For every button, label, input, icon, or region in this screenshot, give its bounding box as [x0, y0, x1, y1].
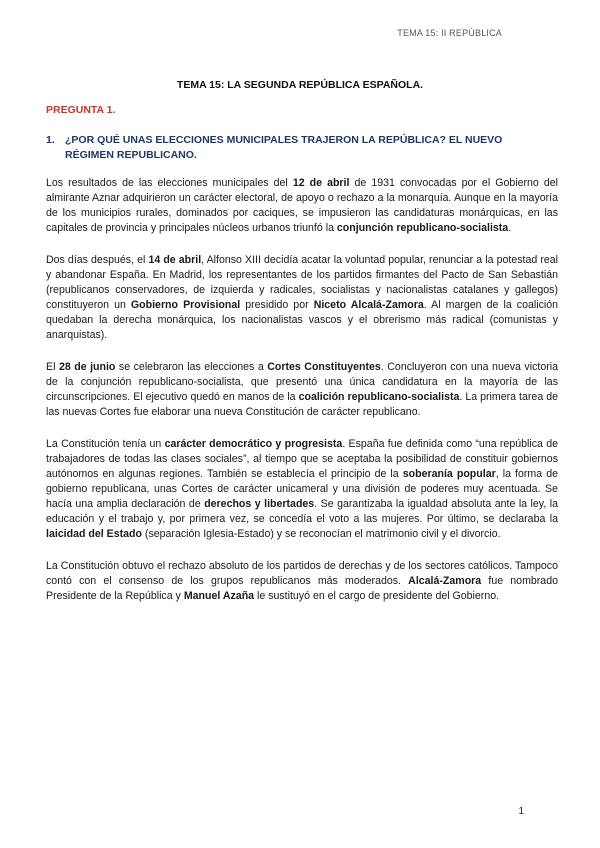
- paragraph-constitucion: La Constitución tenía un carácter democrático y progresista. España fue definida como “una república de trabajadores de todas las clases sociales”, al tiempo que se aceptaba la posibilidad de constituir gobiernos autónomos en algunas regiones. También se establecía el principio de la soberanía popular, la forma de gobierno republicana, unas Cortes de carácter unicameral y una división de poderes muy acentuada. Se hacía una amplia declaración de derechos y libertades. Se garantizaba la igualdad absoluta ante la ley, la educación y el trabajo y, por primera vez, se concedía el voto a las mujeres. Por último, se declaraba la laicidad del Estado (separación Iglesia-Estado) y se reconocían el matrimonio civil y el divorcio.: [46, 438, 558, 540]
- question-number: 1.: [46, 134, 55, 146]
- paragraph-cortes-constituyentes: El 28 de junio se celebraron las elecciones a Cortes Constituyentes. Concluyeron con una nueva victoria de la conjunción republicano-socialista, que presentó una única candidatura en la mayoría de las circunscripciones. El ejecutivo quedó en manos de la coalición republicano-socialista. La primera tarea de las nuevas Cortes fue elaborar una nueva Constitución de carácter republicano.: [46, 361, 559, 418]
- page-title: TEMA 15: LA SEGUNDA REPÚBLICA ESPAÑOLA.: [176, 79, 424, 91]
- question-text: ¿POR QUÉ UNAS ELECCIONES MUNICIPALES TRAJERON LA REPÚBLICA? EL NUEVO RÉGIMEN REPUBLICANO.: [65, 134, 503, 161]
- document-body: [46, 176, 558, 621]
- paragraph-elecciones-municipales: Los resultados de las elecciones municipales del 12 de abril de 1931 convocadas por el Gobierno del almirante Aznar adquirieron un carácter electoral, de apoyo o rechazo a la monarquía. Aunque en la mayoría de los municipios rurales, dominados por caciques, se impusieron las candidaturas monárquicas, en las capitales de provincia y principales núcleos urbanos triunfó la conjunción republicano-socialista.: [46, 177, 559, 234]
- section-label: PREGUNTA 1.: [46, 104, 116, 116]
- page-number: 1: [518, 806, 524, 817]
- paragraph-gobierno-provisional: Dos días después, el 14 de abril, Alfonso XIII decidía acatar la voluntad popular, renunciar a la potestad real y abandonar España. En Madrid, los representantes de los partidos firmantes del Pacto de San Sebastián (republicanos conservadores, de izquierda y radicales, socialistas y nacionalistas catalanes y gallegos) constituyeron un Gobierno Provisional presidido por Niceto Alcalá-Zamora. Al margen de la coalición quedaban la derecha monárquica, los nacionalistas vascos y el obrerismo más radical (comunistas y anarquistas).: [46, 254, 559, 341]
- question-heading: [46, 133, 516, 163]
- running-header: TEMA 15: II REPÚBLICA: [397, 28, 502, 38]
- paragraph-rechazo-constitucion: La Constitución obtuvo el rechazo absoluto de los partidos de derechas y de los sectores católicos. Tampoco contó con el consenso de los grupos republicanos más moderados. Alcalá-Zamora fue nombrado Presidente de la República y Manuel Azaña le sustituyó en el cargo de presidente del Gobierno.: [46, 560, 558, 602]
